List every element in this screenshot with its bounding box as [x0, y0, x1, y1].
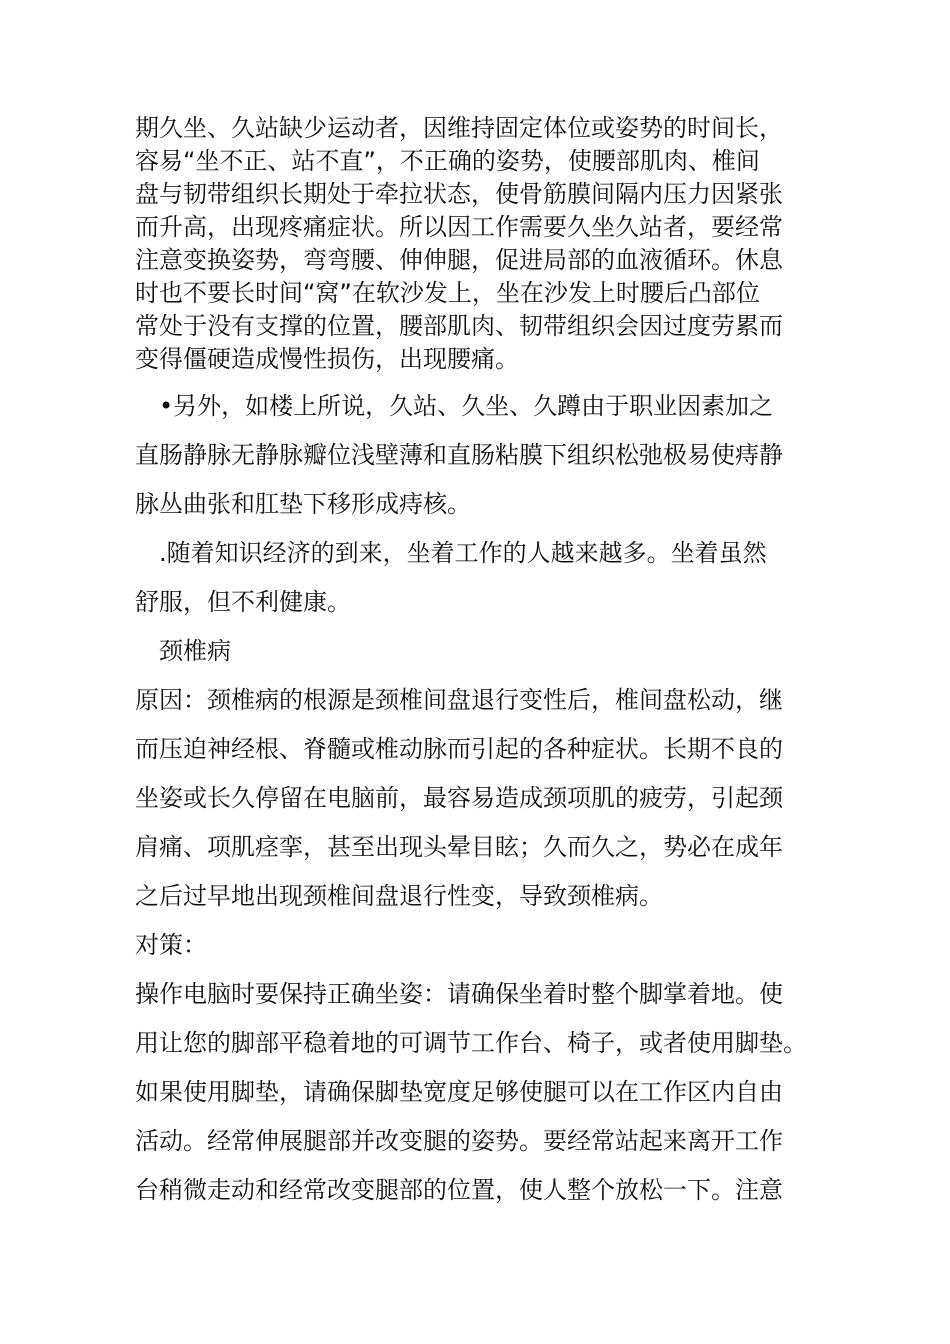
text-line: 操作电脑时要保持正确坐姿：请确保坐着时整个脚掌着地。使 — [135, 980, 783, 1008]
text-line: 变得僵硬造成慢性损伤，出现腰痛。 — [135, 345, 519, 373]
text-line: 台稍微走动和经常改变腿部的位置，使人整个放松一下。注意 — [135, 1176, 783, 1204]
text-line: 而升高，出现疼痛症状。所以因工作需要久坐久站者，要经常 — [135, 213, 783, 241]
paragraph-knowledge-economy — [135, 529, 835, 627]
text-line: 注意变换姿势，弯弯腰、伸伸腿，促进局部的血液循环。休息 — [135, 246, 783, 274]
text-line: 活动。经常伸展腿部并改变腿的姿势。要经常站起来离开工作 — [135, 1127, 783, 1155]
text-line: 用让您的脚部平稳着地的可调节工作台、椅子，或者使用脚垫。 — [135, 1029, 807, 1057]
text-line: 原因：颈椎病的根源是颈椎间盘退行变性后，椎间盘松动，继 — [135, 686, 783, 714]
text-line: 坐姿或长久停留在电脑前，最容易造成颈项肌的疲劳，引起颈 — [135, 784, 783, 812]
text-line: •另外，如楼上所说，久站、久坐、久蹲由于职业因素加之 — [159, 392, 774, 420]
section-heading: 颈椎病 — [159, 637, 231, 665]
section-heading-cervical — [135, 627, 835, 676]
text-line: 之后过早地出现颈椎间盘退行性变，导致颈椎病。 — [135, 882, 663, 910]
text-line: 如果使用脚垫，请确保脚垫宽度足够使腿可以在工作区内自由 — [135, 1078, 783, 1106]
text-line: 时也不要长时间“窝”在软沙发上，坐在沙发上时腰后凸部位 — [135, 279, 760, 307]
text-line: .随着知识经济的到来，坐着工作的人越来越多。坐着虽然 — [159, 539, 767, 567]
countermeasure-label — [135, 921, 835, 970]
paragraph-sitting-posture — [135, 112, 835, 376]
text-line: 容易“坐不正、站不直”，不正确的姿势，使腰部肌肉、椎间 — [135, 147, 760, 175]
text-line: 期久坐、久站缺少运动者，因维持固定体位或姿势的时间长， — [135, 114, 783, 142]
text-line: 盘与韧带组织长期处于牵拉状态，使骨筋膜间隔内压力因紧张 — [135, 180, 783, 208]
text-line: 脉丛曲张和肛垫下移形成痔核。 — [135, 490, 471, 518]
label-text: 对策： — [135, 931, 207, 959]
text-line: 肩痛、项肌痉挛，甚至出现头晕目眩；久而久之，势必在成年 — [135, 833, 783, 861]
text-line: 舒服，但不利健康。 — [135, 588, 351, 616]
text-line: 直肠静脉无静脉瓣位浅壁薄和直肠粘膜下组织松弛极易使痔静 — [135, 441, 783, 469]
paragraph-hemorrhoids — [135, 382, 835, 529]
document-page — [135, 112, 835, 1215]
text-line: 而压迫神经根、脊髓或椎动脉而引起的各种症状。长期不良的 — [135, 735, 783, 763]
text-line: 常处于没有支撑的位置，腰部肌肉、韧带组织会因过度劳累而 — [135, 312, 783, 340]
paragraph-cause — [135, 676, 835, 921]
paragraph-countermeasure — [135, 970, 835, 1215]
